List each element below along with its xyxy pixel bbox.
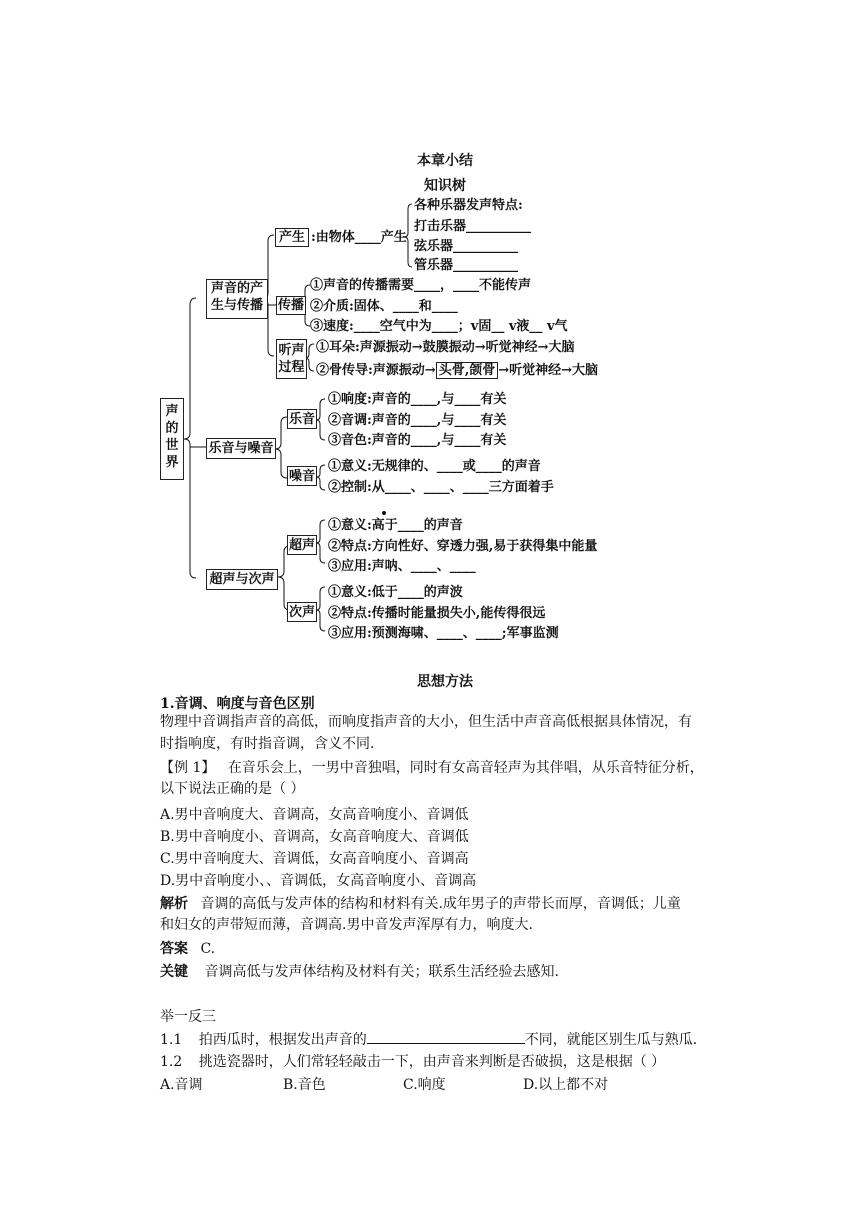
produce-item-3: 弦乐器__________ [414,239,519,254]
branch-ultra-infra-label: 超声与次声 [209,572,275,587]
method-heading: 思想方法 [417,674,473,690]
infra-item-2: ②特点:传播时能量损失小,能传得很远 [328,606,546,621]
infra-item-3: ③应用:预测海啸、____、____;军事监测 [328,626,559,641]
question-1-2-text: 挑选瓷器时，人们常轻轻敲击一下，由声音来判断是否破损，这是根据（ ） [198,1054,666,1070]
node-hearing-line1: 听声 [278,343,305,358]
ultra-item-2: ②特点:方向性好、穿透力强,易于获得集中能量 [328,539,598,554]
infra-item-1: ①意义:低于____的声波 [328,585,463,600]
key-tag: 关键 [160,964,188,980]
question-1-1-text-b: 不同，就能区别生瓜与熟瓜. [524,1032,698,1048]
intro-line-2: 时指响度，有时指音调，含义不同. [160,736,375,752]
node-music-label: 乐音 [288,412,315,427]
branch-sound-production-box [206,279,268,319]
produce-item-1: 各种乐器发声特点: [414,198,523,213]
produce-text: :由物体____产生 [311,230,407,245]
question-1-2-number: 1.2 [160,1054,183,1070]
hearing-ear: ①耳朵:声源振动→鼓膜振动→听觉神经→大脑 [316,340,575,355]
spread-item-1: ①声音的传播需要____，____不能传声 [310,278,532,293]
branch-sound-production-line2: 生与传播 [210,298,263,313]
node-produce-label: 产生 [278,230,305,245]
hearing-bone-b: →听觉神经→大脑 [498,363,599,378]
example-line-1 [160,758,704,779]
intro-line-1: 物理中音调指声音的高低，而响度指声音的大小，但生活中声音高低根据具体情况，有 [160,714,692,730]
question-1-2 [160,1052,665,1073]
branch-music-noise-label: 乐音与噪音 [208,441,274,456]
option-c: C.男中音响度大、音调低，女高音响度小、音调高 [160,851,469,867]
question-1-1 [160,1030,697,1051]
example-tag: 【例 1】 [160,760,216,776]
node-produce-box [275,228,309,247]
analysis-text-1: 音调的高低与发声体的结构和材料有关.成年男子的声带长而厚，音调低；儿童 [200,896,681,912]
question-1-2-option-d: D.以上都不对 [523,1077,609,1093]
music-item-2: ②音调:声音的____,与____有关 [328,413,507,428]
branch-music-noise-box [206,438,276,459]
node-infrasound-label: 次声 [288,605,315,620]
noise-item-1: ①意义:无规律的、____或____的声音 [328,459,541,474]
ultra-item-1: ①意义:高于____的声音 [328,518,463,533]
option-a: A.男中音响度大、音调高，女高音响度小、音调低 [160,807,469,823]
node-noise-box [287,466,317,486]
answer-value: C. [200,941,216,957]
analysis-line-1 [160,894,681,915]
answer-line [160,939,215,960]
noise-item-2: ②控制:从____、____、____三方面着手 [328,480,554,495]
music-item-1: ①响度:声音的____,与____有关 [328,392,507,407]
example-text-1: 在音乐会上，一男中音独唱，同时有女高音轻声为其伴唱，从乐音特征分析， [227,760,704,776]
spread-item-3: ③速度:____空气中为____；v固__ v液__ v气 [310,319,568,334]
key-text: 音调高低与发声体结构及材料有关；联系生活经验去感知. [204,964,559,980]
tree-root-box [160,398,184,480]
question-1-1-number: 1.1 [160,1032,183,1048]
music-item-3: ③音色:声音的____,与____有关 [328,433,507,448]
ultra-item-3: ③应用:声呐、____、____ [328,559,476,574]
node-ultrasound-label: 超声 [288,538,315,553]
hearing-bone-a: ②骨传导:声源振动→ [316,363,436,378]
question-1-2-option-a: A.音调 [160,1077,203,1093]
practice-heading: 举一反三 [160,1009,216,1025]
page-title: 本章小结 [417,153,473,169]
node-spread-box [276,296,306,315]
branch-sound-production-line1: 声音的产 [210,281,263,296]
node-spread-label: 传播 [277,298,304,313]
analysis-line-2: 和妇女的声带短而薄，音调高.男中音发声浑厚有力，响度大. [160,917,533,933]
node-noise-label: 噪音 [288,469,315,484]
question-1-1-blank[interactable] [367,1031,525,1044]
question-1-1-text-a: 拍西瓜时，根据发出声音的 [198,1032,367,1048]
produce-item-4: 管乐器__________ [414,258,519,273]
answer-tag: 答案 [160,941,188,957]
section-1-heading: 1.音调、响度与音色区别 [160,696,315,712]
node-music-box [287,409,317,429]
hearing-bone [316,363,598,379]
hearing-bone-box: 头骨,颌骨 [436,362,499,379]
branch-ultra-infra-box [206,569,278,590]
knowledge-tree-heading: 知识树 [424,178,466,194]
tree-root-label: 声的世界 [165,404,179,470]
spread-item-2: ②介质:固体、____和____ [310,299,458,314]
node-infrasound-box [287,602,317,622]
produce-item-2: 打击乐器__________ [414,219,532,234]
question-1-2-option-c: C.响度 [403,1077,446,1093]
node-hearing-box [276,339,307,379]
node-hearing-line2: 过程 [278,360,305,375]
question-1-2-option-b: B.音色 [283,1077,326,1093]
option-b: B.男中音响度小、音调高，女高音响度大、音调低 [160,829,469,845]
example-line-2: 以下说法正确的是（ ） [160,781,305,797]
analysis-tag: 解析 [160,896,188,912]
key-line [160,962,559,983]
node-ultrasound-box [287,535,317,555]
option-d: D.男中音响度小、、音调低，女高音响度小、音调高 [160,873,477,889]
